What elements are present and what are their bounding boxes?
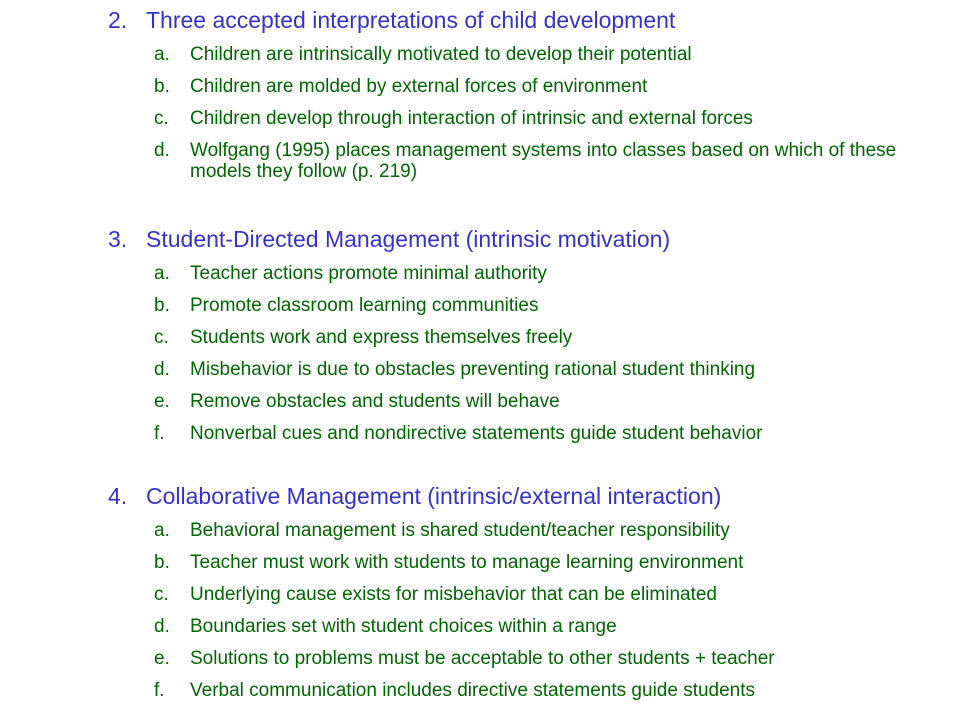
item-text: Underlying cause exists for misbehavior that can be eliminated xyxy=(190,584,717,605)
item-text: Nonverbal cues and nondirective statements guide student behavior xyxy=(190,423,763,444)
item-text: Boundaries set with student choices within a range xyxy=(190,616,617,637)
list-item xyxy=(108,648,930,669)
section-number: 3. xyxy=(108,226,128,252)
list-item xyxy=(108,616,930,637)
list-item xyxy=(108,391,930,412)
item-text: Children develop through interaction of intrinsic and external forces xyxy=(190,108,753,129)
section-number: 2. xyxy=(108,7,128,33)
item-list xyxy=(108,520,948,701)
item-text: Children are intrinsically motivated to develop their potential xyxy=(190,44,692,65)
item-letter: d. xyxy=(154,616,170,637)
list-item xyxy=(108,295,930,316)
section-heading xyxy=(108,225,948,253)
item-text: Verbal communication includes directive statements guide students xyxy=(190,680,756,701)
item-text: Remove obstacles and students will behave xyxy=(190,391,560,412)
item-letter: e. xyxy=(154,648,170,669)
list-item xyxy=(108,44,930,65)
list-item xyxy=(108,680,930,701)
list-item xyxy=(108,76,930,97)
section-4 xyxy=(108,482,948,712)
list-item xyxy=(108,140,930,182)
item-letter: f. xyxy=(154,423,165,444)
item-letter: b. xyxy=(154,295,170,316)
item-text: Students work and express themselves freely xyxy=(190,327,573,348)
item-letter: a. xyxy=(154,263,170,284)
item-text: Misbehavior is due to obstacles preventing rational student thinking xyxy=(190,359,756,380)
item-list xyxy=(108,44,948,182)
section-heading-text: Collaborative Management (intrinsic/external interaction) xyxy=(146,483,722,509)
item-letter: b. xyxy=(154,552,170,573)
list-item xyxy=(108,552,930,573)
section-heading-text: Student-Directed Management (intrinsic motivation) xyxy=(146,226,671,252)
section-3 xyxy=(108,225,948,455)
item-text: Teacher must work with students to manage learning environment xyxy=(190,552,744,573)
item-letter: c. xyxy=(154,108,169,129)
list-item xyxy=(108,263,930,284)
item-text: Teacher actions promote minimal authority xyxy=(190,263,547,284)
section-number: 4. xyxy=(108,483,128,509)
item-letter: d. xyxy=(154,359,170,380)
item-letter: a. xyxy=(154,44,170,65)
item-text: Promote classroom learning communities xyxy=(190,295,539,316)
list-item xyxy=(108,359,930,380)
item-list xyxy=(108,263,948,444)
list-item xyxy=(108,327,930,348)
item-text: Behavioral management is shared student/teacher responsibility xyxy=(190,520,730,541)
item-text: Wolfgang (1995) places management systems into classes based on which of these models they follow (p. 219) xyxy=(190,140,897,182)
item-letter: e. xyxy=(154,391,170,412)
list-item xyxy=(108,423,930,444)
item-letter: c. xyxy=(154,584,169,605)
item-letter: d. xyxy=(154,140,170,161)
item-letter: a. xyxy=(154,520,170,541)
section-heading xyxy=(108,6,948,34)
list-item xyxy=(108,108,930,129)
item-letter: f. xyxy=(154,680,165,701)
item-text: Solutions to problems must be acceptable to other students + teacher xyxy=(190,648,775,669)
section-heading-text: Three accepted interpretations of child development xyxy=(146,7,676,33)
list-item xyxy=(108,520,930,541)
section-2 xyxy=(108,6,948,193)
item-letter: c. xyxy=(154,327,169,348)
list-item xyxy=(108,584,930,605)
section-heading xyxy=(108,482,948,510)
item-letter: b. xyxy=(154,76,170,97)
item-text: Children are molded by external forces of environment xyxy=(190,76,648,97)
